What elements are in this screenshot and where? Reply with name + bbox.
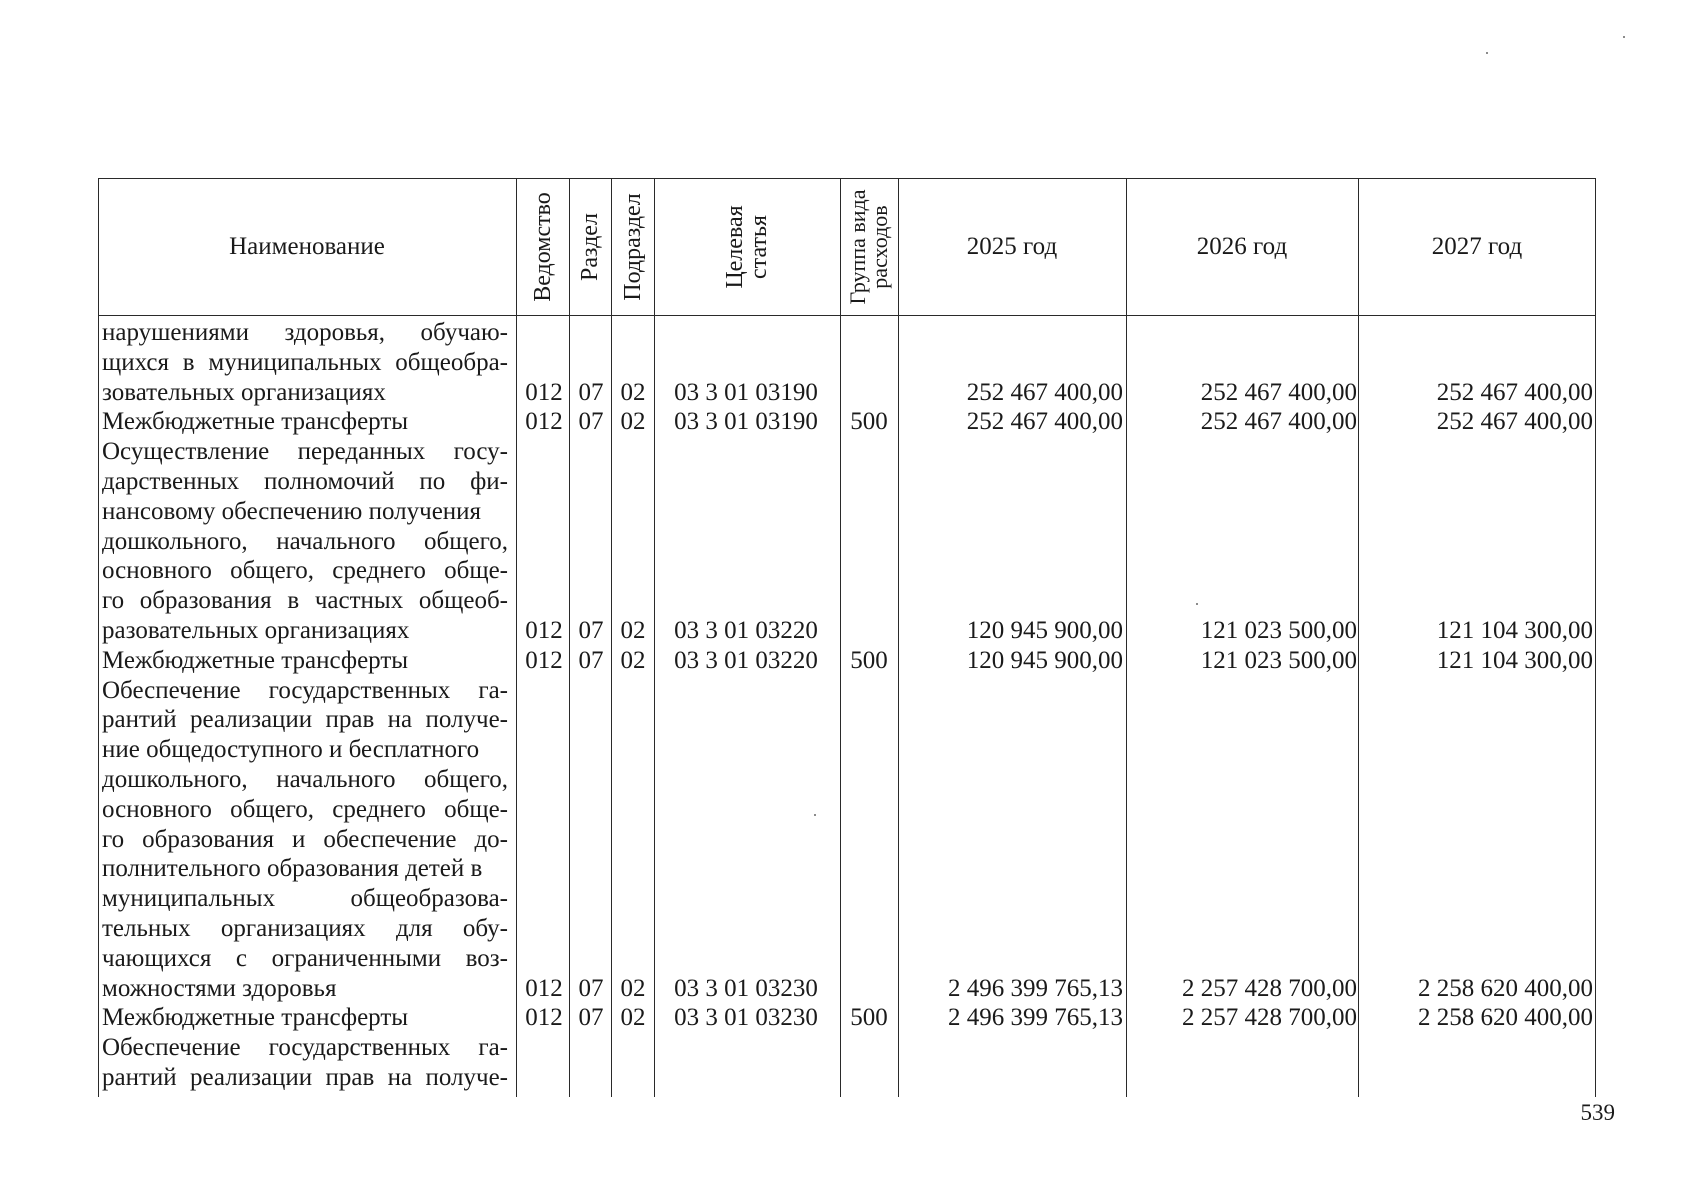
cell-podrazdel [613, 795, 653, 825]
cell-name: Обеспечение государственных га- [102, 676, 508, 704]
cell-2025 [901, 467, 1123, 497]
cell-podrazdel [613, 437, 653, 467]
cell-2026 [1128, 556, 1357, 586]
cell-gruppa [841, 556, 897, 586]
scan-speck [1623, 36, 1625, 38]
header-celevaya-line-2: статья [746, 215, 772, 279]
cell-celevaya-statya: 03 3 01 03220 [674, 646, 818, 674]
cell-name: дошкольного, начального общего, [102, 527, 508, 555]
table-top-border [98, 178, 1596, 179]
cell-2026: 2 257 428 700,00 [1182, 974, 1357, 1002]
cell-gruppa [841, 765, 897, 795]
cell-2025 [901, 884, 1123, 914]
header-gruppa-line-1: Группа вида [845, 189, 870, 305]
cell-2026: 252 467 400,00 [1200, 378, 1357, 406]
cell-2026: 2 257 428 700,00 [1182, 1004, 1357, 1032]
cell-name: Межбюджетные трансферты [102, 1004, 409, 1032]
cell-2025 [901, 1063, 1123, 1093]
cell-vedomstvo [519, 914, 569, 944]
cell-name: дарственных полномочий по фи- [102, 468, 508, 495]
cell-2027: 252 467 400,00 [1436, 408, 1593, 436]
cell-razdel: 07 [578, 378, 604, 406]
cell-podrazdel [613, 467, 653, 497]
scan-speck [814, 814, 816, 816]
cell-razdel [571, 884, 611, 914]
cell-gruppa: 500 [850, 1004, 888, 1032]
cell-gruppa [841, 497, 897, 527]
cell-vedomstvo [519, 497, 569, 527]
cell-podrazdel: 02 [620, 378, 646, 406]
cell-gruppa [841, 854, 897, 884]
table-row [98, 586, 1596, 616]
cell-gruppa [841, 944, 897, 974]
cell-2026 [1128, 497, 1357, 527]
cell-2026: 121 023 500,00 [1200, 617, 1357, 644]
header-vedomstvo [516, 178, 569, 316]
header-celevaya-line-1: Целевая [722, 205, 748, 289]
table-row [98, 407, 1596, 437]
cell-name: ние общедоступного и бесплатного [102, 736, 480, 764]
cell-razdel [571, 735, 611, 765]
cell-2027 [1360, 884, 1593, 914]
cell-razdel [571, 527, 611, 557]
scan-speck [1486, 52, 1488, 54]
cell-gruppa [841, 1063, 897, 1093]
cell-name: зовательных организациях [102, 378, 386, 406]
cell-razdel [571, 676, 611, 706]
table-row [98, 1003, 1596, 1033]
table-row [98, 974, 1596, 1004]
cell-2027: 252 467 400,00 [1436, 378, 1593, 406]
cell-vedomstvo [519, 735, 569, 765]
cell-podrazdel [613, 586, 653, 616]
cell-vedomstvo [519, 1033, 569, 1063]
cell-name: Осуществление переданных госу- [102, 438, 508, 466]
header-name-label: Наименование [229, 233, 385, 260]
table-row [98, 646, 1596, 676]
cell-2026: 252 467 400,00 [1200, 408, 1357, 436]
cell-vedomstvo: 012 [525, 408, 563, 436]
cell-2026 [1128, 825, 1357, 855]
cell-razdel [571, 1033, 611, 1063]
table-row [98, 765, 1596, 795]
cell-name: нарушениями здоровья, обучаю- [102, 319, 508, 346]
cell-vedomstvo [519, 437, 569, 467]
page-number: 539 [1580, 1100, 1615, 1125]
header-name [98, 178, 516, 316]
cell-2025 [901, 348, 1123, 378]
cell-2026 [1128, 765, 1357, 795]
table-row [98, 348, 1596, 378]
cell-celevaya-statya [655, 795, 837, 825]
header-year-2026 [1126, 178, 1358, 316]
cell-vedomstvo [519, 527, 569, 557]
cell-vedomstvo [519, 1063, 569, 1093]
cell-gruppa [841, 676, 897, 706]
cell-celevaya-statya [655, 914, 837, 944]
cell-2025 [901, 497, 1123, 527]
cell-2025 [901, 765, 1123, 795]
cell-razdel [571, 944, 611, 974]
header-celevaya-statya [654, 178, 840, 316]
cell-celevaya-statya [655, 765, 837, 795]
cell-celevaya-statya [655, 586, 837, 616]
cell-gruppa [841, 705, 897, 735]
cell-celevaya-statya [655, 705, 837, 735]
cell-gruppa [841, 974, 897, 1004]
cell-gruppa: 500 [850, 646, 888, 674]
cell-2025: 120 945 900,00 [966, 617, 1123, 644]
cell-2026 [1128, 914, 1357, 944]
header-gruppa-label [847, 180, 891, 314]
cell-celevaya-statya [655, 497, 837, 527]
table-row [98, 527, 1596, 557]
cell-gruppa [841, 437, 897, 467]
cell-gruppa [841, 586, 897, 616]
cell-2027 [1360, 854, 1593, 884]
table-row [98, 616, 1596, 646]
cell-razdel [571, 348, 611, 378]
cell-vedomstvo [519, 705, 569, 735]
cell-2027 [1360, 1033, 1593, 1063]
cell-2027 [1360, 527, 1593, 557]
cell-podrazdel: 02 [620, 646, 646, 674]
cell-celevaya-statya [655, 318, 837, 348]
cell-name: Межбюджетные трансферты [102, 646, 409, 674]
cell-2026 [1128, 586, 1357, 616]
cell-podrazdel [613, 884, 653, 914]
cell-2026 [1128, 705, 1357, 735]
cell-2025 [901, 705, 1123, 735]
cell-gruppa [841, 467, 897, 497]
cell-celevaya-statya [655, 1033, 837, 1063]
cell-celevaya-statya: 03 3 01 03230 [674, 974, 818, 1002]
cell-razdel [571, 467, 611, 497]
cell-2027 [1360, 586, 1593, 616]
cell-name: нансовому обеспечению получения [102, 497, 482, 525]
cell-2025 [901, 795, 1123, 825]
cell-2027 [1360, 735, 1593, 765]
cell-podrazdel [613, 1063, 653, 1093]
table-row [98, 437, 1596, 467]
cell-celevaya-statya: 03 3 01 03230 [674, 1004, 818, 1032]
cell-name: основного общего, среднего обще- [102, 795, 508, 823]
cell-2027: 2 258 620 400,00 [1418, 974, 1593, 1002]
cell-razdel [571, 497, 611, 527]
cell-name: полнительного образования детей в [102, 855, 483, 883]
cell-podrazdel [613, 765, 653, 795]
cell-podrazdel [613, 497, 653, 527]
cell-2025 [901, 944, 1123, 974]
table-row [98, 705, 1596, 735]
cell-2027: 2 258 620 400,00 [1418, 1004, 1593, 1032]
cell-razdel: 07 [578, 646, 604, 674]
cell-celevaya-statya [655, 944, 837, 974]
cell-name: рантий реализации прав на получе- [102, 706, 508, 734]
header-year-2027-label: 2027 год [1431, 233, 1523, 260]
cell-podrazdel [613, 556, 653, 586]
cell-vedomstvo [519, 825, 569, 855]
cell-vedomstvo: 012 [525, 1004, 563, 1032]
cell-razdel [571, 1063, 611, 1093]
cell-2027: 121 104 300,00 [1436, 646, 1593, 674]
table-row [98, 467, 1596, 497]
header-gruppa-line-2: расходов [867, 205, 892, 289]
cell-2025: 2 496 399 765,13 [948, 974, 1123, 1002]
cell-vedomstvo: 012 [525, 378, 563, 406]
cell-name: Межбюджетные трансферты [102, 408, 409, 436]
cell-podrazdel [613, 318, 653, 348]
cell-celevaya-statya [655, 556, 837, 586]
cell-celevaya-statya [655, 1063, 837, 1093]
header-celevaya-statya-label [723, 180, 771, 314]
cell-podrazdel [613, 348, 653, 378]
cell-2026 [1128, 735, 1357, 765]
cell-podrazdel: 02 [620, 1004, 646, 1032]
cell-celevaya-statya [655, 676, 837, 706]
cell-podrazdel: 02 [620, 974, 646, 1002]
cell-vedomstvo [519, 944, 569, 974]
cell-razdel [571, 586, 611, 616]
cell-name: основного общего, среднего обще- [102, 557, 508, 585]
cell-gruppa [841, 825, 897, 855]
cell-2027 [1360, 437, 1593, 467]
cell-2026 [1128, 467, 1357, 497]
cell-2025 [901, 1033, 1123, 1063]
cell-vedomstvo [519, 854, 569, 884]
cell-2025: 120 945 900,00 [966, 646, 1123, 674]
table-row [98, 1033, 1596, 1063]
cell-vedomstvo [519, 467, 569, 497]
table-row [98, 556, 1596, 586]
cell-razdel [571, 914, 611, 944]
cell-celevaya-statya [655, 735, 837, 765]
cell-gruppa: 500 [850, 408, 888, 436]
header-year-2026-label: 2026 год [1196, 233, 1288, 260]
header-razdel [569, 178, 611, 316]
cell-razdel [571, 765, 611, 795]
cell-2027: 121 104 300,00 [1436, 617, 1593, 644]
cell-razdel [571, 854, 611, 884]
cell-2026 [1128, 1033, 1357, 1063]
cell-razdel [571, 825, 611, 855]
cell-2027 [1360, 944, 1593, 974]
cell-razdel [571, 795, 611, 825]
cell-2027 [1360, 765, 1593, 795]
header-podrazdel [611, 178, 654, 316]
cell-gruppa [841, 378, 897, 408]
cell-2026 [1128, 1063, 1357, 1093]
cell-2025 [901, 318, 1123, 348]
cell-2026 [1128, 854, 1357, 884]
table-row [98, 497, 1596, 527]
cell-razdel: 07 [578, 617, 604, 644]
cell-name: муниципальных общеобразова- [102, 885, 508, 913]
cell-2025 [901, 437, 1123, 467]
cell-gruppa [841, 884, 897, 914]
budget-table [98, 178, 1596, 1097]
cell-name: дошкольного, начального общего, [102, 766, 508, 793]
cell-podrazdel [613, 527, 653, 557]
header-gruppa-vida-rashodov [840, 178, 898, 316]
cell-celevaya-statya [655, 467, 837, 497]
cell-name: Обеспечение государственных га- [102, 1034, 508, 1062]
cell-2025 [901, 676, 1123, 706]
cell-name: чающихся с ограниченными воз- [102, 944, 508, 972]
cell-podrazdel [613, 854, 653, 884]
header-podrazdel-label: Подраздел [619, 193, 646, 301]
cell-podrazdel [613, 676, 653, 706]
cell-celevaya-statya [655, 348, 837, 378]
cell-gruppa [841, 1033, 897, 1063]
cell-2026 [1128, 944, 1357, 974]
cell-vedomstvo: 012 [525, 617, 563, 644]
cell-celevaya-statya: 03 3 01 03190 [674, 378, 818, 406]
cell-2025: 252 467 400,00 [966, 378, 1123, 406]
cell-gruppa [841, 616, 897, 646]
header-year-2027 [1358, 178, 1596, 316]
cell-celevaya-statya [655, 527, 837, 557]
cell-podrazdel [613, 825, 653, 855]
cell-name: го образования в частных общеоб- [102, 587, 508, 615]
cell-2025 [901, 556, 1123, 586]
header-razdel-label: Раздел [577, 213, 603, 281]
cell-2026 [1128, 884, 1357, 914]
cell-2026: 121 023 500,00 [1200, 646, 1357, 674]
cell-2027 [1360, 1063, 1593, 1093]
cell-vedomstvo: 012 [525, 974, 563, 1002]
cell-name: разовательных организациях [102, 617, 410, 644]
cell-celevaya-statya [655, 854, 837, 884]
table-row [98, 825, 1596, 855]
cell-celevaya-statya [655, 884, 837, 914]
cell-name: рантий реализации прав на получе- [102, 1064, 508, 1091]
table-row [98, 676, 1596, 706]
cell-2026 [1128, 527, 1357, 557]
cell-2027 [1360, 705, 1593, 735]
cell-2026 [1128, 348, 1357, 378]
table-row [98, 318, 1596, 348]
table-row [98, 944, 1596, 974]
cell-2026 [1128, 795, 1357, 825]
cell-2025: 2 496 399 765,13 [948, 1004, 1123, 1032]
cell-2027 [1360, 914, 1593, 944]
cell-name: щихся в муниципальных общеобра- [102, 348, 508, 376]
cell-2025 [901, 735, 1123, 765]
header-vedomstvo-label: Ведомство [529, 192, 556, 302]
cell-2027 [1360, 676, 1593, 706]
cell-2026 [1128, 676, 1357, 706]
cell-vedomstvo [519, 884, 569, 914]
cell-2027 [1360, 497, 1593, 527]
cell-razdel [571, 437, 611, 467]
cell-podrazdel [613, 944, 653, 974]
cell-razdel: 07 [578, 408, 604, 436]
cell-podrazdel [613, 735, 653, 765]
cell-vedomstvo [519, 318, 569, 348]
cell-name: го образования и обеспечение до- [102, 825, 508, 853]
cell-gruppa [841, 318, 897, 348]
cell-2025 [901, 914, 1123, 944]
cell-gruppa [841, 914, 897, 944]
cell-2027 [1360, 795, 1593, 825]
cell-vedomstvo [519, 556, 569, 586]
cell-2025 [901, 854, 1123, 884]
cell-razdel: 07 [578, 974, 604, 1002]
cell-celevaya-statya [655, 437, 837, 467]
cell-2025 [901, 586, 1123, 616]
cell-celevaya-statya: 03 3 01 03190 [674, 408, 818, 436]
cell-name: тельных организациях для обу- [102, 915, 508, 942]
cell-gruppa [841, 795, 897, 825]
cell-vedomstvo [519, 586, 569, 616]
table-row [98, 795, 1596, 825]
cell-celevaya-statya [655, 825, 837, 855]
cell-razdel [571, 556, 611, 586]
cell-2025 [901, 527, 1123, 557]
cell-2025 [901, 825, 1123, 855]
cell-vedomstvo [519, 795, 569, 825]
header-year-2025-label: 2025 год [966, 233, 1058, 260]
cell-podrazdel: 02 [620, 408, 646, 436]
cell-podrazdel [613, 705, 653, 735]
cell-vedomstvo: 012 [525, 646, 563, 674]
cell-2026 [1128, 437, 1357, 467]
cell-gruppa [841, 735, 897, 765]
cell-celevaya-statya: 03 3 01 03220 [674, 617, 818, 644]
cell-vedomstvo [519, 765, 569, 795]
cell-2027 [1360, 825, 1593, 855]
cell-vedomstvo [519, 676, 569, 706]
cell-2027 [1360, 318, 1593, 348]
scan-speck [1196, 603, 1198, 605]
cell-2027 [1360, 556, 1593, 586]
cell-podrazdel [613, 1033, 653, 1063]
table-row [98, 735, 1596, 765]
cell-2027 [1360, 348, 1593, 378]
cell-razdel: 07 [578, 1004, 604, 1032]
header-bottom-border [98, 315, 1596, 316]
cell-2026 [1128, 318, 1357, 348]
cell-gruppa [841, 527, 897, 557]
cell-2025: 252 467 400,00 [966, 408, 1123, 436]
header-year-2025 [898, 178, 1126, 316]
table-row [98, 378, 1596, 408]
table-row [98, 884, 1596, 914]
table-row [98, 854, 1596, 884]
cell-gruppa [841, 348, 897, 378]
cell-name: можностями здоровья [102, 974, 337, 1002]
table-row [98, 1063, 1596, 1093]
cell-razdel [571, 705, 611, 735]
table-row [98, 914, 1596, 944]
cell-podrazdel [613, 914, 653, 944]
cell-podrazdel: 02 [620, 617, 646, 644]
cell-vedomstvo [519, 348, 569, 378]
cell-2027 [1360, 467, 1593, 497]
cell-razdel [571, 318, 611, 348]
